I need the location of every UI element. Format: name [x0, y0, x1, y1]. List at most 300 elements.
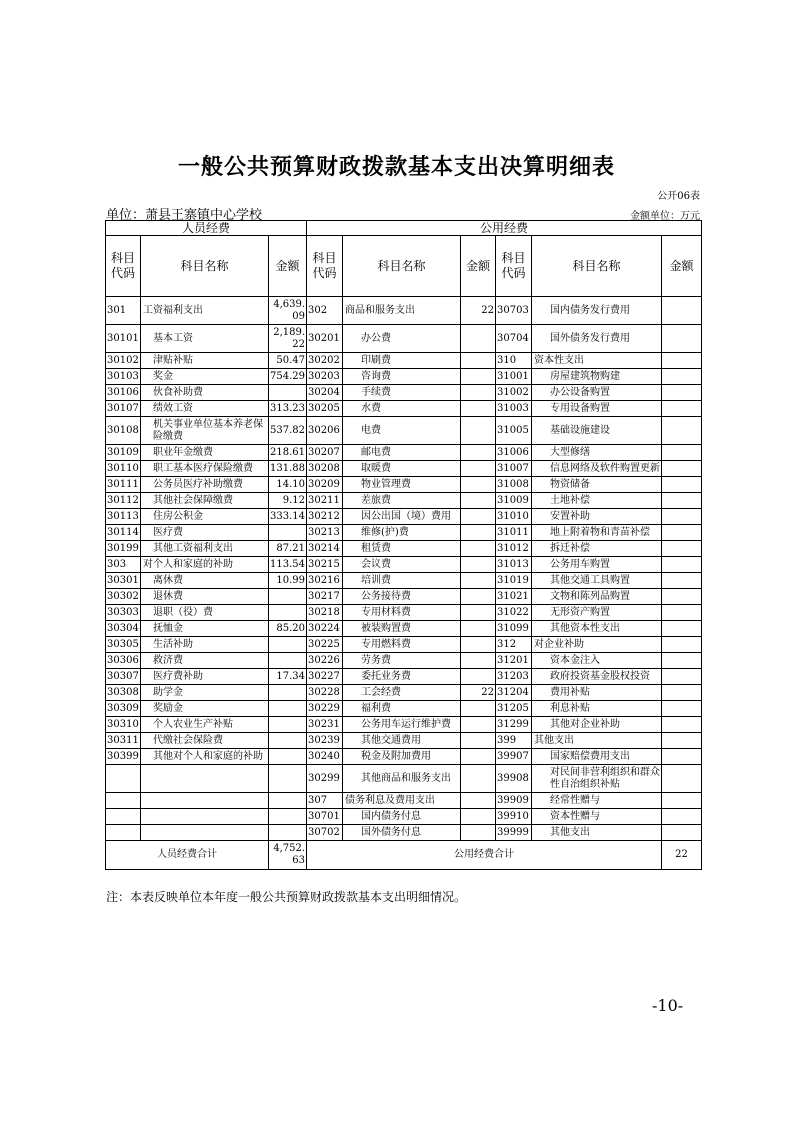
name-cell: 会议费	[343, 557, 461, 573]
amount-cell: 313.23	[269, 401, 307, 417]
amount-cell	[461, 749, 496, 765]
amount-cell	[662, 385, 702, 401]
code-cell: 31003	[496, 401, 532, 417]
amount-cell	[269, 765, 307, 793]
amount-cell	[662, 589, 702, 605]
amount-cell	[461, 621, 496, 637]
amount-cell: 9.12	[269, 493, 307, 509]
name-cell: 抚恤金	[141, 621, 269, 637]
name-cell: 国外债务发行费用	[532, 325, 662, 353]
name-cell	[141, 825, 269, 841]
name-cell: 对个人和家庭的补助	[141, 557, 269, 573]
amount-header: 金额	[461, 236, 496, 297]
expenditure-table	[105, 220, 702, 870]
name-cell: 其他对企业补助	[532, 717, 662, 733]
code-cell: 31011	[496, 525, 532, 541]
name-cell: 代缴社会保险费	[141, 733, 269, 749]
name-cell: 绩效工资	[141, 401, 269, 417]
amount-cell	[269, 825, 307, 841]
code-cell: 30701	[307, 809, 343, 825]
amount-cell	[662, 809, 702, 825]
footnote: 注：本表反映单位本年度一般公共预算财政拨款基本支出明细情况。	[106, 890, 467, 904]
name-cell: 电费	[343, 417, 461, 445]
code-cell: 399	[496, 733, 532, 749]
name-cell: 土地补偿	[532, 493, 662, 509]
name-cell: 国内债务发行费用	[532, 297, 662, 325]
amount-cell	[662, 325, 702, 353]
amount-cell	[269, 385, 307, 401]
amount-cell	[269, 793, 307, 809]
amount-cell	[461, 369, 496, 385]
personnel-group-header: 人员经费	[106, 221, 307, 236]
name-cell: 印刷费	[343, 353, 461, 369]
name-cell: 专用燃料费	[343, 637, 461, 653]
amount-cell	[662, 541, 702, 557]
table-row	[106, 401, 702, 417]
name-cell: 基本工资	[141, 325, 269, 353]
amount-cell	[461, 589, 496, 605]
code-cell	[106, 765, 141, 793]
code-cell: 30301	[106, 573, 141, 589]
code-cell: 30703	[496, 297, 532, 325]
amount-cell	[461, 809, 496, 825]
amount-cell: 22	[461, 297, 496, 325]
amount-cell: 131.88	[269, 461, 307, 477]
amount-cell: 14.10	[269, 477, 307, 493]
name-cell: 其他交通工具购置	[532, 573, 662, 589]
code-cell: 30109	[106, 445, 141, 461]
name-cell: 国家赔偿费用支出	[532, 749, 662, 765]
name-cell: 专用材料费	[343, 605, 461, 621]
amount-cell	[461, 573, 496, 589]
page-number: -10-	[652, 996, 684, 1015]
code-cell: 30311	[106, 733, 141, 749]
table-row	[106, 685, 702, 701]
amount-cell	[461, 717, 496, 733]
name-cell: 委托业务费	[343, 669, 461, 685]
code-cell: 31022	[496, 605, 532, 621]
code-cell: 30110	[106, 461, 141, 477]
name-cell: 税金及附加费用	[343, 749, 461, 765]
table-body	[106, 297, 702, 841]
name-cell: 公务员医疗补助缴费	[141, 477, 269, 493]
amount-cell	[269, 701, 307, 717]
code-cell: 30306	[106, 653, 141, 669]
amount-cell	[461, 733, 496, 749]
name-cell: 办公设备购置	[532, 385, 662, 401]
code-cell: 30704	[496, 325, 532, 353]
table-row	[106, 445, 702, 461]
amount-cell	[461, 325, 496, 353]
name-cell: 安置补助	[532, 509, 662, 525]
amount-cell	[269, 749, 307, 765]
code-cell: 30226	[307, 653, 343, 669]
amount-cell: 218.61	[269, 445, 307, 461]
name-cell: 大型修缮	[532, 445, 662, 461]
amount-cell: 17.34	[269, 669, 307, 685]
table-row	[106, 701, 702, 717]
amount-cell	[461, 353, 496, 369]
table-row	[106, 353, 702, 369]
amount-cell	[662, 401, 702, 417]
code-header: 科目 代码	[307, 236, 343, 297]
amount-cell	[461, 701, 496, 717]
amount-cell	[662, 369, 702, 385]
name-cell: 无形资产购置	[532, 605, 662, 621]
name-cell: 奖金	[141, 369, 269, 385]
amount-cell	[461, 509, 496, 525]
code-cell: 30304	[106, 621, 141, 637]
amount-cell	[662, 509, 702, 525]
name-cell: 职业年金缴费	[141, 445, 269, 461]
name-cell	[141, 809, 269, 825]
code-cell: 30218	[307, 605, 343, 621]
name-cell: 助学金	[141, 685, 269, 701]
form-number: 公开06表	[657, 191, 700, 202]
name-cell: 信息网络及软件购置更新	[532, 461, 662, 477]
public-total-label: 公用经费合计	[307, 841, 662, 870]
code-cell: 30107	[106, 401, 141, 417]
name-header: 科目名称	[532, 236, 662, 297]
code-cell: 30204	[307, 385, 343, 401]
amount-cell	[662, 765, 702, 793]
name-cell: 其他资本性支出	[532, 621, 662, 637]
name-cell: 物资储备	[532, 477, 662, 493]
code-cell	[106, 809, 141, 825]
name-cell: 工会经费	[343, 685, 461, 701]
amount-cell	[662, 417, 702, 445]
table-row	[106, 573, 702, 589]
amount-cell	[662, 733, 702, 749]
code-cell: 30205	[307, 401, 343, 417]
name-header: 科目名称	[343, 236, 461, 297]
code-cell: 310	[496, 353, 532, 369]
code-cell: 301	[106, 297, 141, 325]
amount-cell	[662, 605, 702, 621]
amount-cell: 754.29	[269, 369, 307, 385]
name-cell: 专用设备购置	[532, 401, 662, 417]
name-cell: 资本性支出	[532, 353, 662, 369]
code-cell: 30399	[106, 749, 141, 765]
name-cell: 经常性赠与	[532, 793, 662, 809]
code-cell: 30307	[106, 669, 141, 685]
name-cell: 物业管理费	[343, 477, 461, 493]
amount-cell	[662, 525, 702, 541]
name-cell: 个人农业生产补贴	[141, 717, 269, 733]
table-row	[106, 297, 702, 325]
code-cell: 31001	[496, 369, 532, 385]
name-cell: 其他支出	[532, 733, 662, 749]
table-row	[106, 557, 702, 573]
code-cell: 30108	[106, 417, 141, 445]
code-cell: 39999	[496, 825, 532, 841]
name-cell: 津贴补贴	[141, 353, 269, 369]
code-cell: 30207	[307, 445, 343, 461]
code-cell: 31099	[496, 621, 532, 637]
name-cell: 取暖费	[343, 461, 461, 477]
amount-cell	[269, 637, 307, 653]
code-cell: 30111	[106, 477, 141, 493]
amount-cell: 22	[461, 685, 496, 701]
name-cell: 生活补助	[141, 637, 269, 653]
name-cell: 医疗费	[141, 525, 269, 541]
code-cell: 31013	[496, 557, 532, 573]
code-cell: 30305	[106, 637, 141, 653]
amount-cell	[269, 605, 307, 621]
amount-header: 金额	[662, 236, 702, 297]
code-cell: 31021	[496, 589, 532, 605]
name-cell: 其他社会保障缴费	[141, 493, 269, 509]
amount-cell	[269, 589, 307, 605]
amount-cell	[662, 717, 702, 733]
amount-cell	[269, 525, 307, 541]
amount-cell	[662, 461, 702, 477]
name-cell: 费用补贴	[532, 685, 662, 701]
name-cell: 劳务费	[343, 653, 461, 669]
amount-cell	[662, 557, 702, 573]
name-cell: 伙食补助费	[141, 385, 269, 401]
name-cell: 机关事业单位基本养老保险缴费	[141, 417, 269, 445]
amount-cell: 537.82	[269, 417, 307, 445]
name-cell: 公务接待费	[343, 589, 461, 605]
name-cell: 其他对个人和家庭的补助	[141, 749, 269, 765]
code-cell: 30227	[307, 669, 343, 685]
code-cell: 30309	[106, 701, 141, 717]
name-cell: 拆迁补偿	[532, 541, 662, 557]
amount-cell: 333.14	[269, 509, 307, 525]
table-row	[106, 637, 702, 653]
name-cell: 资本金注入	[532, 653, 662, 669]
code-cell: 30208	[307, 461, 343, 477]
table-row	[106, 541, 702, 557]
table-row	[106, 525, 702, 541]
name-cell: 公务用车运行维护费	[343, 717, 461, 733]
personnel-total-label: 人员经费合计	[106, 841, 269, 870]
code-cell: 30106	[106, 385, 141, 401]
name-cell: 基础设施建设	[532, 417, 662, 445]
reporting-unit: 单位：萧县王寨镇中心学校	[106, 208, 263, 223]
name-cell: 住房公积金	[141, 509, 269, 525]
code-cell: 30102	[106, 353, 141, 369]
amount-cell: 113.54	[269, 557, 307, 573]
name-cell: 手续费	[343, 385, 461, 401]
amount-cell: 87.21	[269, 541, 307, 557]
code-cell: 30217	[307, 589, 343, 605]
amount-cell	[662, 493, 702, 509]
code-cell: 303	[106, 557, 141, 573]
public-total-amount: 22	[662, 841, 702, 870]
name-cell: 对企业补助	[532, 637, 662, 653]
amount-cell	[662, 445, 702, 461]
code-cell: 30299	[307, 765, 343, 793]
name-cell: 其他工资福利支出	[141, 541, 269, 557]
amount-cell	[662, 825, 702, 841]
amount-cell	[461, 477, 496, 493]
code-cell: 30216	[307, 573, 343, 589]
code-cell: 30308	[106, 685, 141, 701]
amount-cell	[461, 525, 496, 541]
amount-cell	[461, 493, 496, 509]
name-cell: 福利费	[343, 701, 461, 717]
code-cell	[106, 825, 141, 841]
amount-cell	[461, 557, 496, 573]
amount-cell: 50.47	[269, 353, 307, 369]
name-cell: 职工基本医疗保险缴费	[141, 461, 269, 477]
page-title: 一般公共预算财政拨款基本支出决算明细表	[177, 155, 615, 180]
amount-cell	[662, 669, 702, 685]
name-cell: 对民间非营利组织和群众性自治组织补贴	[532, 765, 662, 793]
amount-cell	[461, 605, 496, 621]
code-cell: 31009	[496, 493, 532, 509]
code-cell: 39908	[496, 765, 532, 793]
name-cell: 债务利息及费用支出	[343, 793, 461, 809]
code-cell: 30228	[307, 685, 343, 701]
code-cell: 39910	[496, 809, 532, 825]
code-cell: 30702	[307, 825, 343, 841]
table-row	[106, 793, 702, 809]
code-cell: 31010	[496, 509, 532, 525]
name-cell: 退职（役）费	[141, 605, 269, 621]
name-cell: 水费	[343, 401, 461, 417]
code-cell: 30112	[106, 493, 141, 509]
amount-cell	[461, 461, 496, 477]
table-row	[106, 461, 702, 477]
name-cell: 医疗费补助	[141, 669, 269, 685]
name-cell: 邮电费	[343, 445, 461, 461]
code-cell: 31203	[496, 669, 532, 685]
name-cell: 被装购置费	[343, 621, 461, 637]
amount-cell	[269, 717, 307, 733]
amount-cell	[662, 353, 702, 369]
amount-cell	[662, 573, 702, 589]
personnel-total-amount: 4,752.63	[269, 841, 307, 870]
amount-header: 金额	[269, 236, 307, 297]
amount-cell	[662, 297, 702, 325]
amount-cell	[269, 685, 307, 701]
name-cell: 救济费	[141, 653, 269, 669]
code-cell: 31006	[496, 445, 532, 461]
name-cell: 离休费	[141, 573, 269, 589]
name-cell: 国外债务付息	[343, 825, 461, 841]
amount-cell	[461, 401, 496, 417]
amount-cell	[662, 477, 702, 493]
code-cell: 30209	[307, 477, 343, 493]
table-row	[106, 765, 702, 793]
table-row	[106, 509, 702, 525]
code-cell: 30239	[307, 733, 343, 749]
code-cell: 30211	[307, 493, 343, 509]
amount-cell	[461, 385, 496, 401]
code-cell: 31002	[496, 385, 532, 401]
name-cell: 奖励金	[141, 701, 269, 717]
name-cell: 利息补贴	[532, 701, 662, 717]
table-row	[106, 621, 702, 637]
name-cell: 其他商品和服务支出	[343, 765, 461, 793]
public-group-header: 公用经费	[307, 221, 702, 236]
amount-cell	[662, 749, 702, 765]
code-cell: 31205	[496, 701, 532, 717]
code-cell: 30302	[106, 589, 141, 605]
amount-cell: 4,639.09	[269, 297, 307, 325]
name-cell: 其他支出	[532, 825, 662, 841]
table-row	[106, 493, 702, 509]
amount-cell	[461, 637, 496, 653]
name-cell: 咨询费	[343, 369, 461, 385]
code-cell: 39909	[496, 793, 532, 809]
amount-cell	[662, 621, 702, 637]
name-cell: 工资福利支出	[141, 297, 269, 325]
code-cell: 30213	[307, 525, 343, 541]
code-cell: 30201	[307, 325, 343, 353]
code-cell: 31005	[496, 417, 532, 445]
code-cell: 30231	[307, 717, 343, 733]
code-cell: 31012	[496, 541, 532, 557]
name-cell: 文物和陈列品购置	[532, 589, 662, 605]
code-cell: 30212	[307, 509, 343, 525]
code-cell: 30103	[106, 369, 141, 385]
code-cell: 30202	[307, 353, 343, 369]
name-cell: 商品和服务支出	[343, 297, 461, 325]
totals-row	[106, 841, 702, 870]
amount-cell	[662, 653, 702, 669]
code-cell: 30225	[307, 637, 343, 653]
code-cell: 30214	[307, 541, 343, 557]
name-cell: 租赁费	[343, 541, 461, 557]
code-cell: 30240	[307, 749, 343, 765]
amount-cell	[269, 733, 307, 749]
name-cell	[141, 793, 269, 809]
code-cell: 39907	[496, 749, 532, 765]
table-row	[106, 385, 702, 401]
code-cell: 30224	[307, 621, 343, 637]
amount-cell	[461, 417, 496, 445]
code-cell: 307	[307, 793, 343, 809]
code-header: 科目 代码	[496, 236, 532, 297]
table-row	[106, 417, 702, 445]
amount-cell: 85.20	[269, 621, 307, 637]
name-cell: 维修(护)费	[343, 525, 461, 541]
name-cell: 资本性赠与	[532, 809, 662, 825]
name-cell	[141, 765, 269, 793]
name-cell: 其他交通费用	[343, 733, 461, 749]
code-cell: 30113	[106, 509, 141, 525]
amount-cell	[269, 809, 307, 825]
name-cell: 培训费	[343, 573, 461, 589]
table-row	[106, 717, 702, 733]
table-row	[106, 669, 702, 685]
amount-cell	[461, 669, 496, 685]
code-cell: 302	[307, 297, 343, 325]
table-row	[106, 653, 702, 669]
amount-cell	[662, 793, 702, 809]
table-row	[106, 809, 702, 825]
code-cell: 31204	[496, 685, 532, 701]
code-cell: 31008	[496, 477, 532, 493]
amount-cell	[461, 541, 496, 557]
table-row	[106, 477, 702, 493]
amount-cell	[662, 637, 702, 653]
name-cell: 政府投资基金股权投资	[532, 669, 662, 685]
code-cell: 30206	[307, 417, 343, 445]
table-row	[106, 369, 702, 385]
table-row	[106, 605, 702, 621]
code-cell: 30303	[106, 605, 141, 621]
name-cell: 办公费	[343, 325, 461, 353]
code-cell: 30229	[307, 701, 343, 717]
code-cell: 31201	[496, 653, 532, 669]
table-row	[106, 749, 702, 765]
name-cell: 公务用车购置	[532, 557, 662, 573]
